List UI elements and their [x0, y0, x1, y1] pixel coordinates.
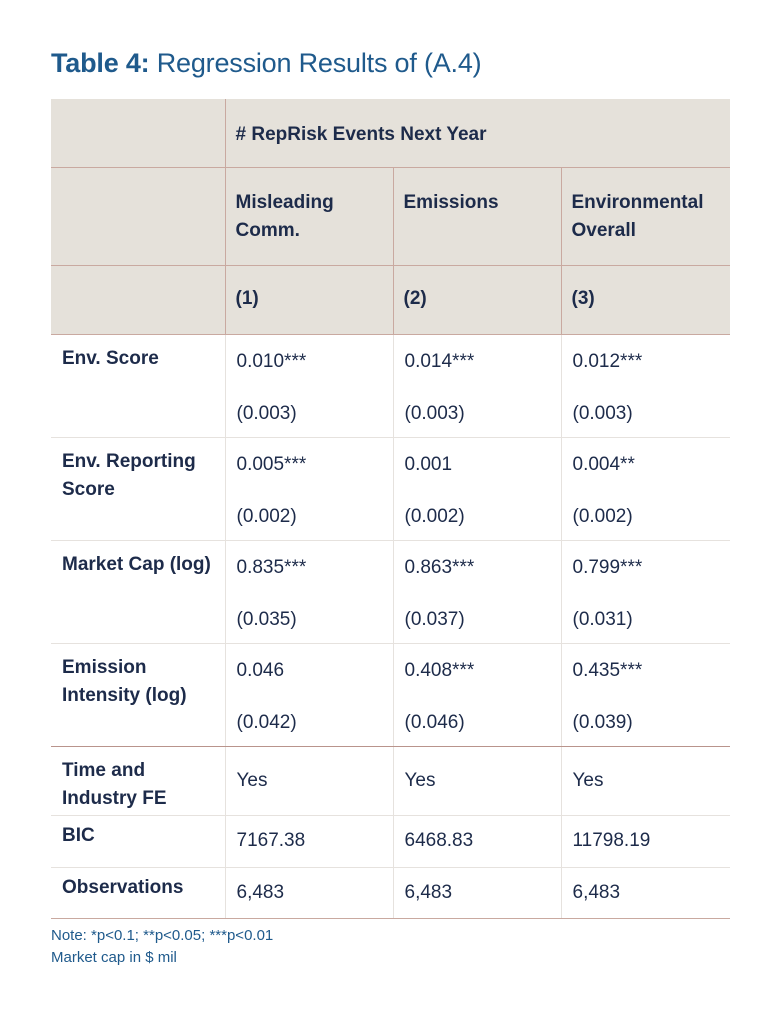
row-label: Env. Reporting Score [62, 451, 196, 500]
table-notes [51, 925, 273, 969]
header-corner [51, 99, 225, 168]
coefficient: 0.004** [572, 454, 635, 475]
standard-error: (0.039) [572, 712, 633, 733]
coefficient: 0.014*** [404, 351, 475, 372]
standard-error: (0.046) [404, 712, 465, 733]
row-label-cell [51, 438, 225, 541]
column-number [393, 266, 561, 335]
standard-error: (0.003) [404, 403, 465, 424]
estimate-cell [561, 541, 730, 644]
estimate-cell [393, 335, 561, 438]
standard-error: (0.035) [236, 609, 297, 630]
stat-cell [225, 816, 393, 868]
column-name: Emissions [403, 192, 499, 213]
row-label: Market Cap (log) [62, 554, 211, 575]
header-corner [51, 266, 225, 335]
table-row [51, 816, 730, 868]
regression-table [51, 99, 730, 919]
coefficient: 0.012*** [572, 351, 643, 372]
table-row [51, 438, 730, 541]
coefficient: 0.001 [404, 454, 453, 475]
coefficient: 0.435*** [572, 660, 643, 681]
row-label: Emission Intensity (log) [62, 657, 187, 706]
units-note: Market cap in $ mil [51, 949, 177, 966]
row-label-cell [51, 541, 225, 644]
estimate-cell [393, 541, 561, 644]
header-corner [51, 168, 225, 266]
row-label-cell [51, 747, 225, 816]
standard-error: (0.002) [404, 506, 465, 527]
stat-cell [393, 747, 561, 816]
estimate-cell [225, 335, 393, 438]
row-label: Observations [62, 877, 184, 898]
header-row-numbers [51, 266, 730, 335]
stat-cell [561, 868, 730, 919]
row-label: BIC [62, 825, 95, 846]
stat-cell [393, 816, 561, 868]
row-label-cell [51, 644, 225, 747]
coefficient: 0.835*** [236, 557, 307, 578]
row-label-cell [51, 868, 225, 919]
table-row [51, 868, 730, 919]
column-number [561, 266, 730, 335]
column-name: Environmental Overall [571, 192, 704, 241]
stat-value: Yes [236, 770, 268, 791]
coefficient: 0.005*** [236, 454, 307, 475]
estimate-cell [225, 644, 393, 747]
standard-error: (0.042) [236, 712, 297, 733]
dependent-variable-label: # RepRisk Events Next Year [235, 124, 487, 145]
stat-cell [225, 868, 393, 919]
column-header [561, 168, 730, 266]
standard-error: (0.037) [404, 609, 465, 630]
coefficient: 0.799*** [572, 557, 643, 578]
stat-cell [393, 868, 561, 919]
estimate-cell [393, 438, 561, 541]
stat-cell [225, 747, 393, 816]
stat-cell [561, 747, 730, 816]
table-number: Table 4: [51, 48, 150, 78]
stat-value: 7167.38 [236, 830, 306, 851]
table-row [51, 644, 730, 747]
standard-error: (0.002) [572, 506, 633, 527]
estimate-cell [393, 644, 561, 747]
stat-value: Yes [404, 770, 436, 791]
estimate-cell [225, 438, 393, 541]
row-label-cell [51, 335, 225, 438]
table-row [51, 541, 730, 644]
column-name: Misleading Comm. [235, 192, 334, 241]
standard-error: (0.003) [572, 403, 633, 424]
column-number [225, 266, 393, 335]
stat-value: 6,483 [236, 882, 285, 903]
column-header [393, 168, 561, 266]
estimate-cell [561, 438, 730, 541]
row-label: Time and Industry FE [62, 760, 167, 809]
coefficient: 0.046 [236, 660, 285, 681]
stat-cell [561, 816, 730, 868]
stat-value: 11798.19 [572, 830, 651, 851]
estimate-cell [561, 644, 730, 747]
coefficient: 0.408*** [404, 660, 475, 681]
table-title [51, 48, 481, 79]
stat-value: 6,483 [572, 882, 621, 903]
coefficient: 0.863*** [404, 557, 475, 578]
row-label-cell [51, 816, 225, 868]
header-row-columns [51, 168, 730, 266]
column-number-text: (3) [571, 288, 595, 309]
column-number-text: (1) [235, 288, 259, 309]
column-number-text: (2) [403, 288, 427, 309]
table-caption: Regression Results of (A.4) [149, 48, 482, 78]
coefficient: 0.010*** [236, 351, 307, 372]
table-row [51, 747, 730, 816]
standard-error: (0.003) [236, 403, 297, 424]
standard-error: (0.031) [572, 609, 633, 630]
standard-error: (0.002) [236, 506, 297, 527]
stat-value: 6,483 [404, 882, 453, 903]
estimate-cell [561, 335, 730, 438]
stat-value: Yes [572, 770, 604, 791]
column-header [225, 168, 393, 266]
stat-value: 6468.83 [404, 830, 474, 851]
header-group-cell [225, 99, 730, 168]
header-row-group [51, 99, 730, 168]
table-row [51, 335, 730, 438]
row-label: Env. Score [62, 348, 159, 369]
estimate-cell [225, 541, 393, 644]
significance-note: Note: *p<0.1; **p<0.05; ***p<0.01 [51, 927, 274, 944]
